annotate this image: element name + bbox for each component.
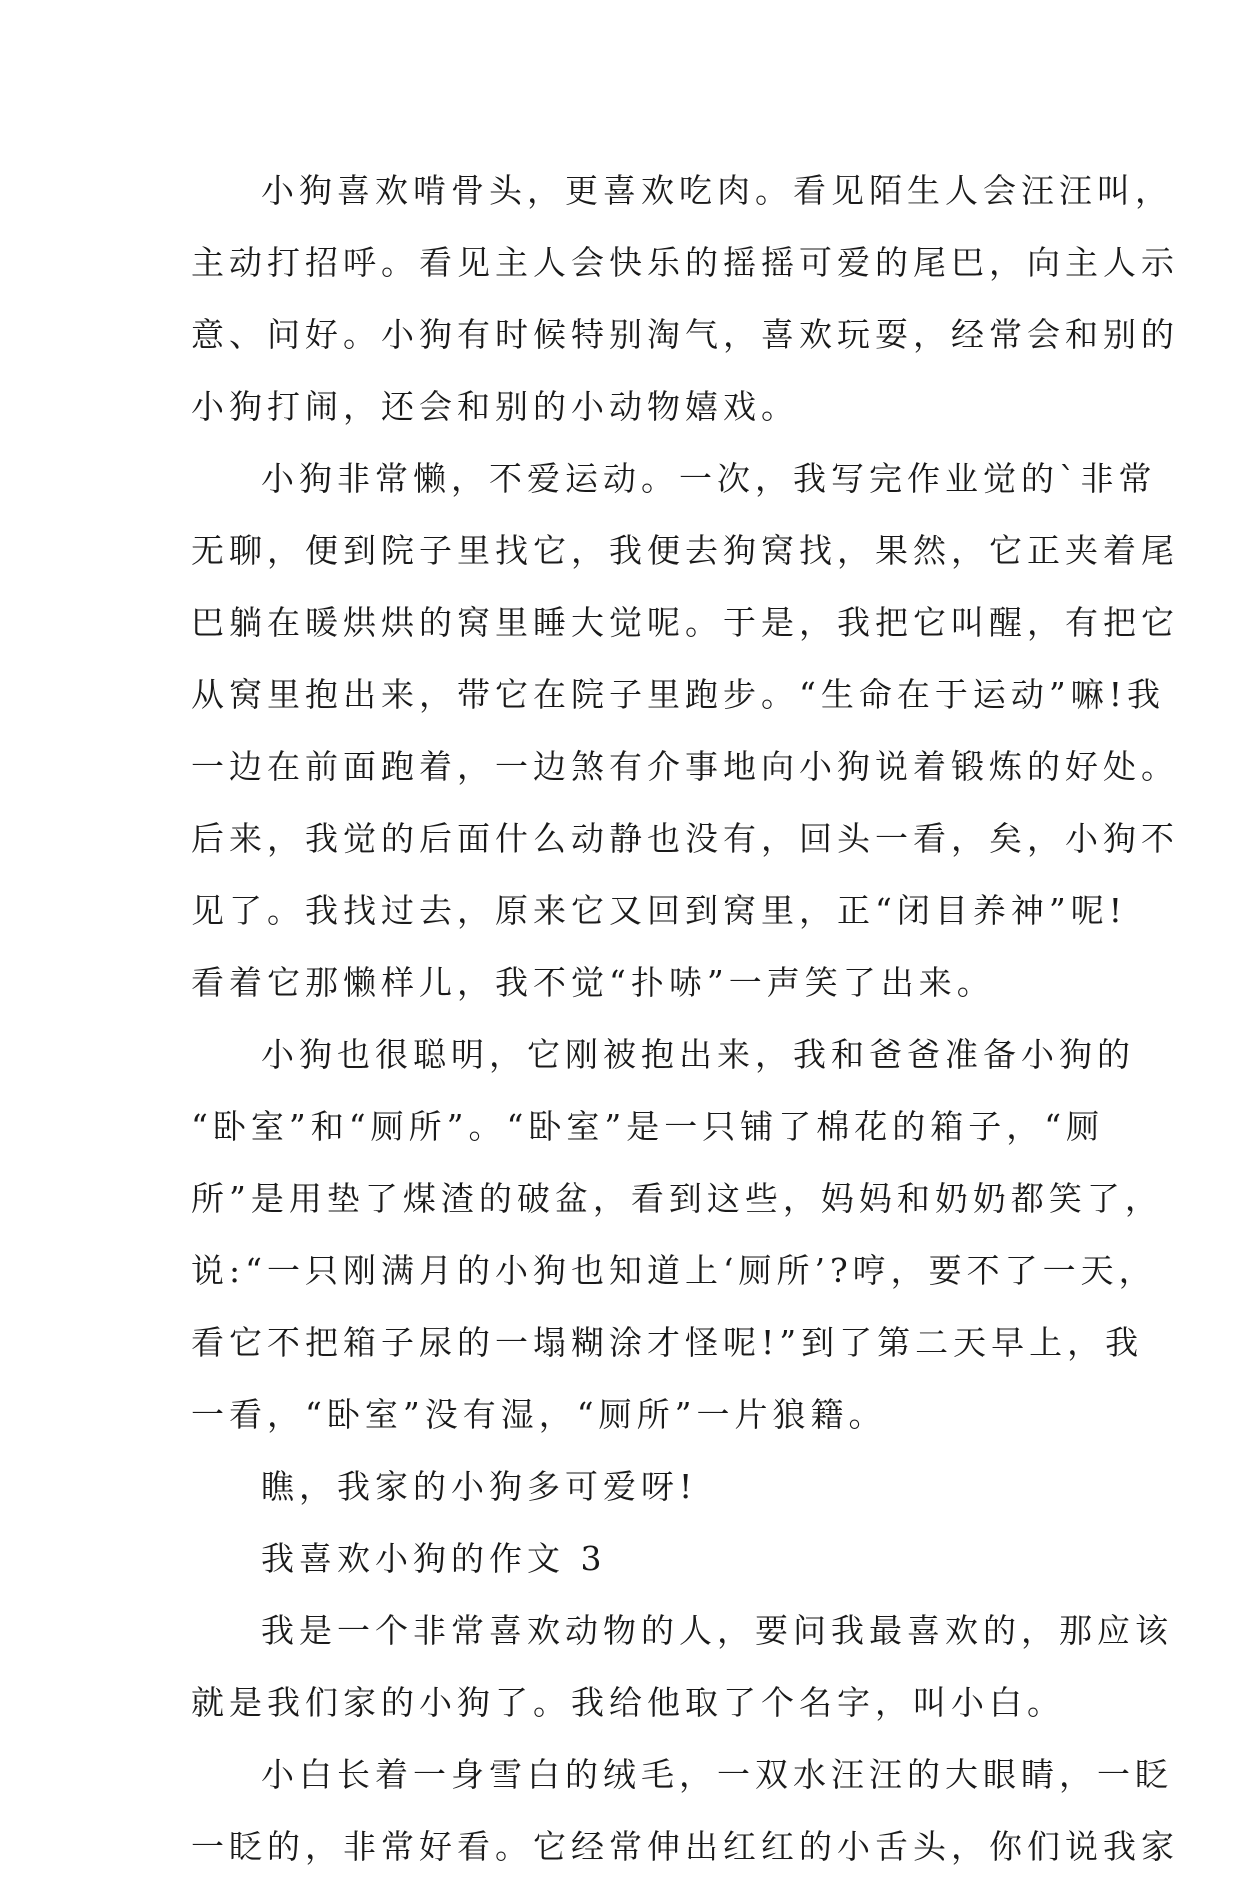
text-line: 巴躺在暖烘烘的窝里睡大觉呢。于是，我把它叫醒，有把它 bbox=[191, 603, 1179, 642]
text-line: 小狗也很聪明，它刚被抱出来，我和爸爸准备小狗的 bbox=[261, 1035, 1135, 1074]
text-line: 无聊，便到院子里找它，我便去狗窝找，果然，它正夹着尾 bbox=[191, 531, 1179, 570]
text-line: 一边在前面跑着，一边煞有介事地向小狗说着锻炼的好处。 bbox=[191, 747, 1179, 786]
text-line: 瞧，我家的小狗多可爱呀! bbox=[261, 1467, 698, 1506]
document-page bbox=[191, 155, 1179, 1883]
text-line: 我是一个非常喜欢动物的人，要问我最喜欢的，那应该 bbox=[261, 1611, 1173, 1650]
text-line: 看它不把箱子尿的一塌糊涂才怪呢!”到了第二天早上，我 bbox=[191, 1323, 1144, 1362]
text-line: 小白长着一身雪白的绒毛，一双水汪汪的大眼睛，一眨 bbox=[261, 1755, 1173, 1794]
text-line: 一眨的，非常好看。它经常伸出红红的小舌头，你们说我家 bbox=[191, 1827, 1179, 1866]
text-line: 就是我们家的小狗了。我给他取了个名字，叫小白。 bbox=[191, 1683, 1065, 1722]
section-heading: 我喜欢小狗的作文 3 bbox=[261, 1539, 607, 1578]
text-line: 一看，“卧室”没有湿，“厕所”一片狼籍。 bbox=[191, 1395, 887, 1434]
text-line: 后来，我觉的后面什么动静也没有，回头一看，矣，小狗不 bbox=[191, 819, 1179, 858]
text-line: 见了。我找过去，原来它又回到窝里，正“闭目养神”呢! bbox=[191, 891, 1128, 930]
text-line: 看着它那懒样儿，我不觉“扑哧”一声笑了出来。 bbox=[191, 963, 995, 1002]
text-line: 主动打招呼。看见主人会快乐的摇摇可爱的尾巴，向主人示 bbox=[191, 243, 1179, 282]
text-line: 小狗喜欢啃骨头，更喜欢吃肉。看见陌生人会汪汪叫， bbox=[261, 171, 1173, 210]
text-line: 所”是用垫了煤渣的破盆，看到这些，妈妈和奶奶都笑了， bbox=[191, 1179, 1163, 1218]
text-line: 从窝里抱出来，带它在院子里跑步。“生命在于运动”嘛!我 bbox=[191, 675, 1166, 714]
text-line: 说:“一只刚满月的小狗也知道上‘厕所’?哼，要不了一天， bbox=[191, 1251, 1157, 1290]
text-line: 小狗非常懒，不爱运动。一次，我写完作业觉的`非常 bbox=[261, 459, 1157, 498]
text-line: 意、问好。小狗有时候特别淘气，喜欢玩耍，经常会和别的 bbox=[191, 315, 1179, 354]
text-line: “卧室”和“厕所”。“卧室”是一只铺了棉花的箱子，“厕 bbox=[191, 1107, 1105, 1146]
text-line: 小狗打闹，还会和别的小动物嬉戏。 bbox=[191, 387, 799, 426]
